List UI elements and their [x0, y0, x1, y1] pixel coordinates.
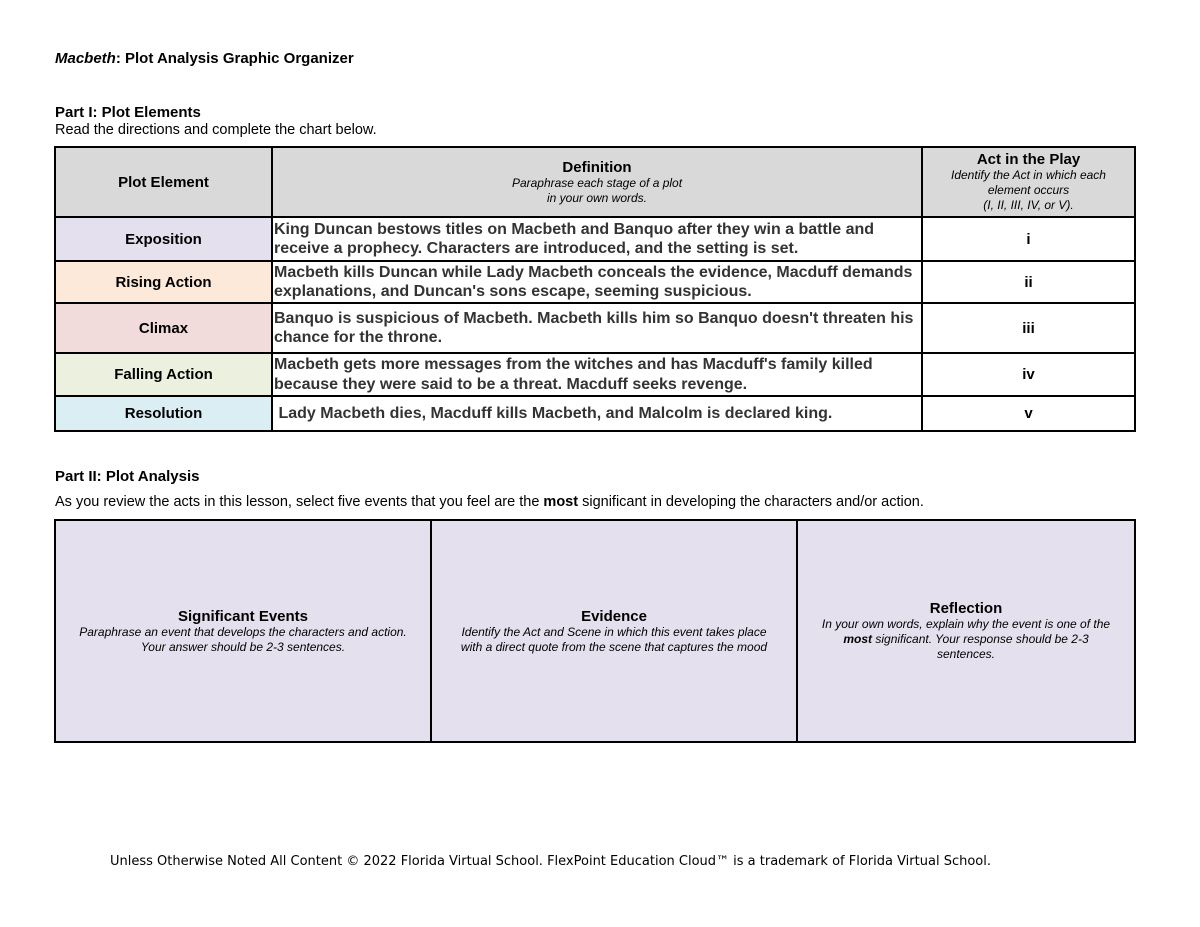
table-row: [55, 261, 1135, 303]
part2-directions: As you review the acts in this lesson, select five events that you feel are the most significant in developing the characters and/or action.: [55, 494, 924, 510]
header-definition: Definition Paraphrase each stage of a plot in your own words.: [272, 147, 922, 217]
table-row: [55, 396, 1135, 431]
header-plot-element: Plot Element: [55, 147, 272, 217]
plot-analysis-table: [54, 519, 1136, 743]
element-falling-action: Falling Action: [55, 353, 272, 396]
table-row: [55, 353, 1135, 396]
copyright-footer: Unless Otherwise Noted All Content © 2022 Florida Virtual School. FlexPoint Education Cloud™ is a trademark of Florida Virtual School.: [110, 854, 991, 869]
act-falling-action[interactable]: iv: [922, 353, 1135, 396]
act-rising-action[interactable]: ii: [922, 261, 1135, 303]
part1-directions: Read the directions and complete the chart below.: [55, 122, 377, 138]
significant-events-cell[interactable]: Significant Events Paraphrase an event that develops the characters and action. Your answer should be 2-3 sentences.: [55, 520, 431, 742]
element-climax: Climax: [55, 303, 272, 353]
act-climax[interactable]: iii: [922, 303, 1135, 353]
reflection-cell[interactable]: Reflection In your own words, explain why the event is one of the most significant. Your response should be 2-3 sentences.: [797, 520, 1135, 742]
element-rising-action: Rising Action: [55, 261, 272, 303]
table-row: [55, 217, 1135, 261]
element-resolution: Resolution: [55, 396, 272, 431]
definition-rising-action[interactable]: Macbeth kills Duncan while Lady Macbeth conceals the evidence, Macduff demands explanations, and Duncan's sons escape, seeming suspicious.: [272, 261, 922, 303]
act-resolution[interactable]: v: [922, 396, 1135, 431]
analysis-header-row: [55, 520, 1135, 742]
element-exposition: Exposition: [55, 217, 272, 261]
definition-exposition[interactable]: King Duncan bestows titles on Macbeth and Banquo after they win a battle and receive a prophecy. Characters are introduced, and the setting is set.: [272, 217, 922, 261]
part1-heading: Part I: Plot Elements: [55, 104, 201, 121]
act-exposition[interactable]: i: [922, 217, 1135, 261]
document-title: [55, 50, 354, 67]
evidence-cell[interactable]: Evidence Identify the Act and Scene in which this event takes place with a direct quote from the scene that captures the mood: [431, 520, 797, 742]
definition-falling-action[interactable]: Macbeth gets more messages from the witches and has Macduff's family killed because they were said to be a threat. Macduff seeks revenge.: [272, 353, 922, 396]
title-rest: : Plot Analysis Graphic Organizer: [115, 50, 354, 67]
definition-resolution[interactable]: Lady Macbeth dies, Macduff kills Macbeth, and Malcolm is declared king.: [272, 396, 922, 431]
plot-elements-table: [54, 146, 1136, 432]
title-play-name: Macbeth: [55, 50, 116, 67]
definition-climax[interactable]: Banquo is suspicious of Macbeth. Macbeth kills him so Banquo doesn't threaten his chance for the throne.: [272, 303, 922, 353]
plot-table-header-row: [55, 147, 1135, 217]
table-row: [55, 303, 1135, 353]
header-act-in-play: Act in the Play Identify the Act in which each element occurs (I, II, III, IV, or V).: [922, 147, 1135, 217]
part2-heading: Part II: Plot Analysis: [55, 468, 200, 485]
